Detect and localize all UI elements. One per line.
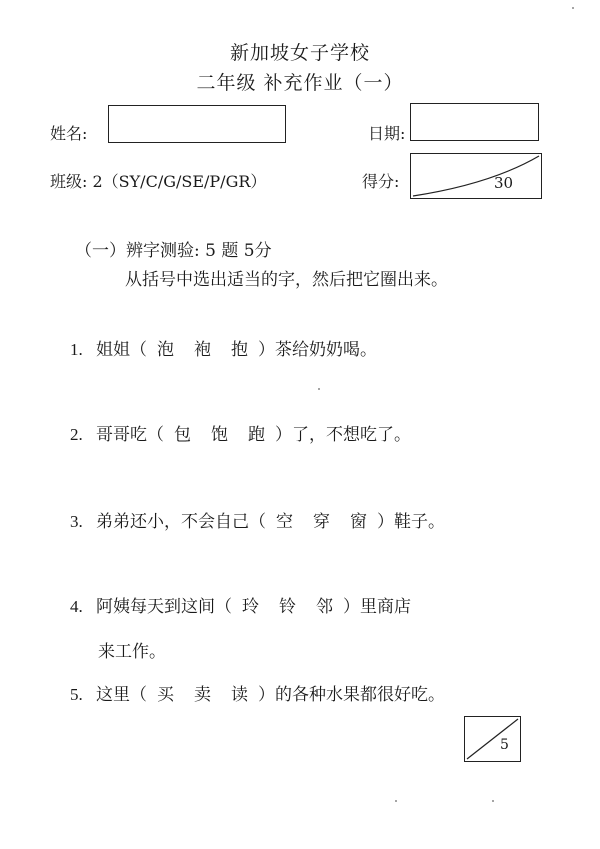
section-score-max: 5 xyxy=(500,737,509,753)
option-3[interactable]: 邻 xyxy=(316,597,333,617)
question-text-after: ）鞋子。 xyxy=(377,512,445,532)
option-1[interactable]: 空 xyxy=(276,512,293,532)
question-text-after: ）茶给奶奶喝。 xyxy=(258,340,377,360)
school-name: 新加坡女子学校 xyxy=(229,42,370,64)
scan-speck xyxy=(395,800,397,802)
date-label: 日期: xyxy=(368,124,406,143)
score-divider-icon xyxy=(465,717,520,761)
scan-speck xyxy=(492,800,494,802)
question-5 xyxy=(70,680,445,705)
question-4 xyxy=(70,592,411,617)
question-number: 5. xyxy=(70,685,83,704)
question-number: 1. xyxy=(70,340,83,359)
question-text-after: ）的各种水果都很好吃。 xyxy=(258,685,445,705)
scan-speck xyxy=(572,7,574,9)
question-number: 4. xyxy=(70,597,83,616)
question-3 xyxy=(70,507,445,532)
question-text-after: ）里商店 xyxy=(343,597,411,617)
score-divider-icon xyxy=(411,154,541,198)
date-field[interactable] xyxy=(410,103,539,141)
question-2 xyxy=(70,420,411,445)
question-text-before: 姐姐（ xyxy=(96,340,147,360)
option-2[interactable]: 袍 xyxy=(194,340,211,360)
section-title: （一）辨字测验: 5 题 5分 xyxy=(75,241,272,261)
question-text-before: 这里（ xyxy=(96,685,147,705)
option-1[interactable]: 买 xyxy=(157,685,174,705)
worksheet-title: 二年级 补充作业（一） xyxy=(196,72,404,94)
option-3[interactable]: 读 xyxy=(231,685,248,705)
score-label: 得分: xyxy=(362,172,400,191)
question-4-continuation: 来工作。 xyxy=(98,642,166,662)
total-score-max: 30 xyxy=(494,174,514,192)
option-2[interactable]: 卖 xyxy=(194,685,211,705)
class-label: 班级: 2（SY/C/G/SE/P/GR） xyxy=(50,172,267,191)
name-label: 姓名: xyxy=(50,124,88,143)
option-1[interactable]: 泡 xyxy=(157,340,174,360)
option-2[interactable]: 穿 xyxy=(313,512,330,532)
section-score-box[interactable] xyxy=(464,716,521,762)
question-text-before: 哥哥吃（ xyxy=(96,425,164,445)
total-score-box[interactable] xyxy=(410,153,542,199)
option-1[interactable]: 包 xyxy=(174,425,191,445)
scan-speck xyxy=(318,388,320,390)
question-number: 2. xyxy=(70,425,83,444)
question-1 xyxy=(70,335,377,360)
option-2[interactable]: 饱 xyxy=(211,425,228,445)
question-text-before: 弟弟还小，不会自己（ xyxy=(96,512,266,532)
section-instruction: 从括号中选出适当的字，然后把它圈出来。 xyxy=(125,270,448,290)
question-text-after: ）了，不想吃了。 xyxy=(275,425,411,445)
question-text-before: 阿姨每天到这间（ xyxy=(96,597,232,617)
option-3[interactable]: 抱 xyxy=(231,340,248,360)
option-3[interactable]: 跑 xyxy=(248,425,265,445)
option-1[interactable]: 玲 xyxy=(242,597,259,617)
name-field[interactable] xyxy=(108,105,286,143)
option-2[interactable]: 铃 xyxy=(279,597,296,617)
question-number: 3. xyxy=(70,512,83,531)
option-3[interactable]: 窗 xyxy=(350,512,367,532)
